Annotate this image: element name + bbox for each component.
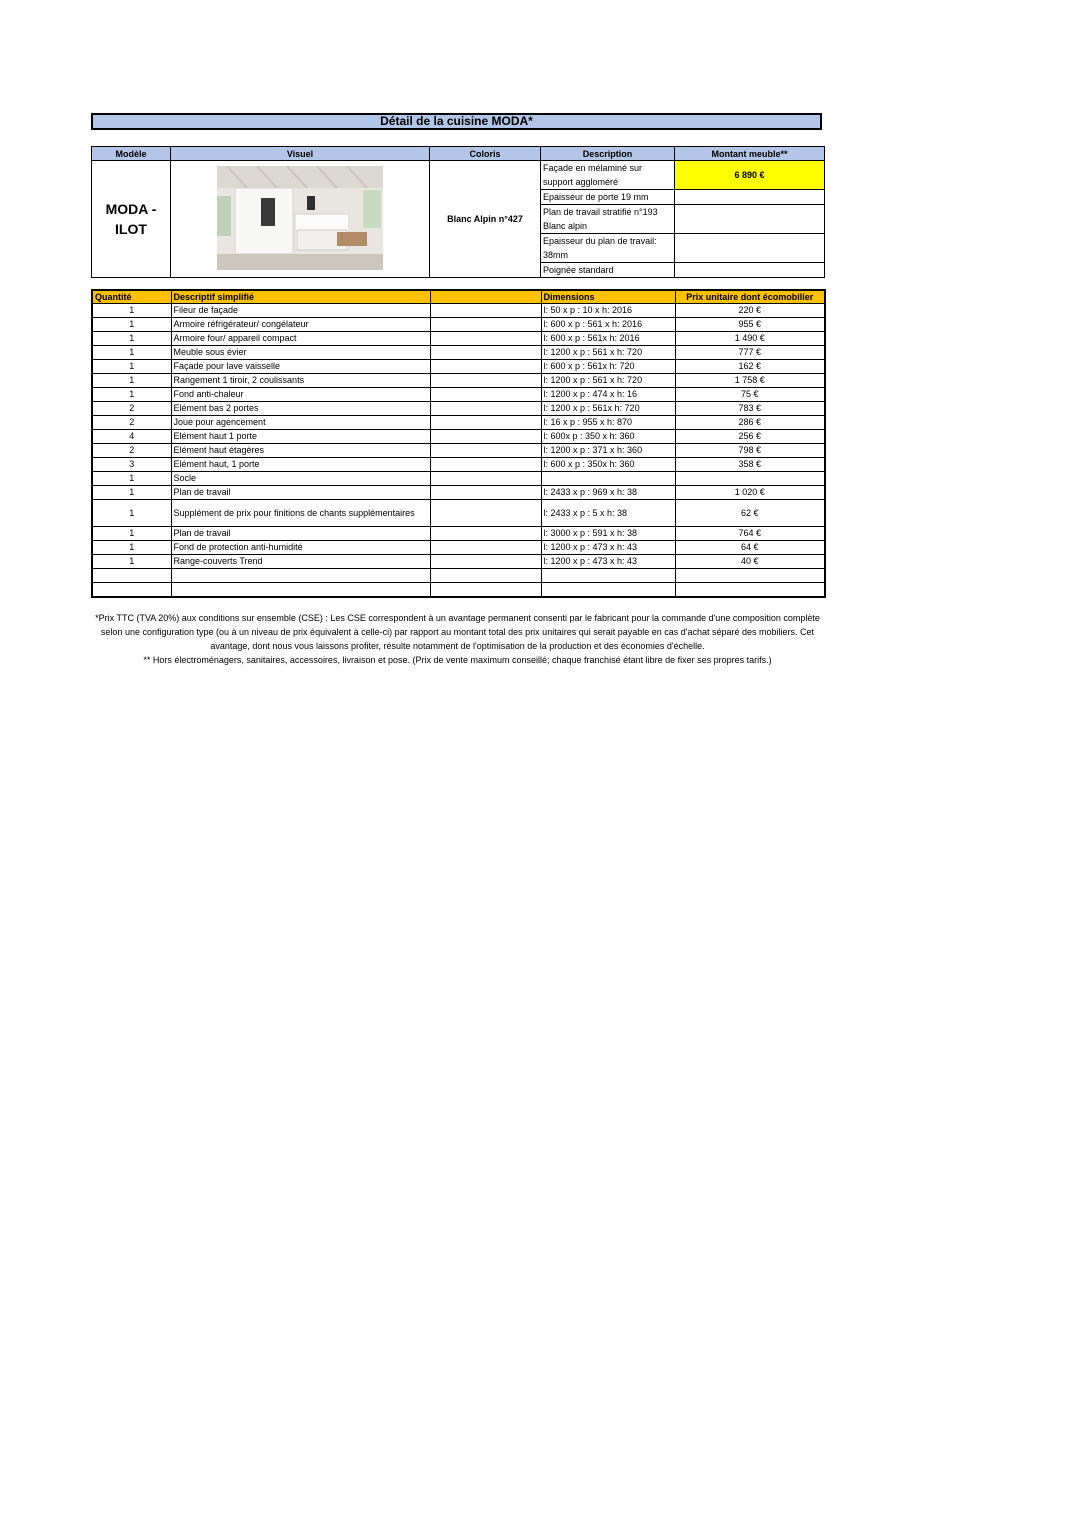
item-description: Range-couverts Trend [171, 555, 430, 569]
table-row [92, 472, 825, 486]
empty-cell [675, 205, 825, 234]
item-description: Armoire réfrigérateur/ congélateur [171, 318, 430, 332]
model-name: MODA - ILOT [92, 161, 171, 278]
col-description-header: Description [541, 147, 675, 161]
item-blank [430, 486, 541, 500]
item-blank [430, 346, 541, 360]
item-unit-price: 220 € [675, 304, 825, 318]
item-unit-price: 64 € [675, 541, 825, 555]
table-row [92, 346, 825, 360]
item-description: Plan de travail [171, 527, 430, 541]
item-quantity: 1 [92, 500, 171, 527]
kitchen-photo [217, 166, 383, 270]
table-row [92, 388, 825, 402]
item-unit-price: 256 € [675, 430, 825, 444]
item-dimensions: l: 16 x p : 955 x h: 870 [541, 416, 675, 430]
item-dimensions: l: 1200 x p : 473 x h: 43 [541, 541, 675, 555]
item-description: Meuble sous évier [171, 346, 430, 360]
item-description: Fond anti-chaleur [171, 388, 430, 402]
col-visual-header: Visuel [171, 147, 430, 161]
item-description: Elément haut étagères [171, 444, 430, 458]
item-description: Elément haut 1 porte [171, 430, 430, 444]
item-dimensions: l: 3000 x p : 591 x h: 38 [541, 527, 675, 541]
item-quantity: 2 [92, 416, 171, 430]
table-row [92, 486, 825, 500]
description-line: Façade en mélaminé sur support aggloméré [541, 161, 675, 190]
item-description: Socle [171, 472, 430, 486]
item-blank [430, 402, 541, 416]
footnote-exclusions: ** Hors électroménagers, sanitaires, accessoires, livraison et pose. (Prix de vente maximum conseillé; chaque franchisé étant libre de fixer ses propres tarifs.) [143, 655, 772, 665]
color-name: Blanc Alpin n°427 [430, 161, 541, 278]
item-unit-price: 955 € [675, 318, 825, 332]
table-row [92, 500, 825, 527]
item-blank [430, 583, 541, 598]
footnote-cse: *Prix TTC (TVA 20%) aux conditions sur ensemble (CSE) : Les CSE correspondent à un avantage permanent consenti par le fabricant pour la commande d'une composition complète selon une configuration type (ou à un niveau de prix équivalent à celle-ci) par rapport au montant total des prix unitaires qui serait payable en cas d'achat séparé des mobiliers. Cet avantage, dont nous vous laissons profiter, résulte notamment de l'optimisation de la production et des économies d'échelle. [95, 613, 820, 651]
item-description: Plan de travail [171, 486, 430, 500]
item-description: Elément haut, 1 porte [171, 458, 430, 472]
col-color-header: Coloris [430, 147, 541, 161]
item-blank [430, 430, 541, 444]
unit-price-header: Prix unitaire dont écomobilier [675, 290, 825, 304]
item-quantity: 1 [92, 332, 171, 346]
item-blank [430, 555, 541, 569]
description-line: Poignée standard [541, 263, 675, 278]
col-model-header: Modèle [92, 147, 171, 161]
table-row [92, 360, 825, 374]
item-quantity: 4 [92, 430, 171, 444]
item-quantity: 2 [92, 444, 171, 458]
item-blank [430, 458, 541, 472]
furniture-amount: 6 890 € [675, 161, 825, 190]
item-dimensions: l: 1200 x p : 474 x h: 16 [541, 388, 675, 402]
quantity-header: Quantité [92, 290, 171, 304]
item-unit-price: 1 490 € [675, 332, 825, 346]
table-row [92, 527, 825, 541]
item-dimensions: l: 1200 x p : 561x h: 720 [541, 402, 675, 416]
item-dimensions: l: 2433 x p : 5 x h: 38 [541, 500, 675, 527]
table-row [92, 430, 825, 444]
item-blank [430, 416, 541, 430]
item-description: Fond de protection anti-humidité [171, 541, 430, 555]
col-amount-header: Montant meuble** [675, 147, 825, 161]
item-unit-price: 40 € [675, 555, 825, 569]
description-line: Epaisseur du plan de travail: 38mm [541, 234, 675, 263]
item-blank [430, 500, 541, 527]
item-blank [430, 360, 541, 374]
item-blank [430, 374, 541, 388]
item-dimensions: l: 1200 x p : 561 x h: 720 [541, 346, 675, 360]
item-description: Elément bas 2 portes [171, 402, 430, 416]
item-dimensions: l: 600x p : 350 x h: 360 [541, 430, 675, 444]
item-blank [430, 569, 541, 583]
model-summary-table [91, 146, 825, 278]
item-unit-price: 62 € [675, 500, 825, 527]
item-quantity: 3 [92, 458, 171, 472]
item-unit-price: 764 € [675, 527, 825, 541]
item-unit-price [675, 472, 825, 486]
item-unit-price: 75 € [675, 388, 825, 402]
item-blank [430, 541, 541, 555]
item-blank [430, 444, 541, 458]
item-unit-price: 358 € [675, 458, 825, 472]
item-description: Façade pour lave vaisselle [171, 360, 430, 374]
item-quantity: 1 [92, 374, 171, 388]
item-blank [430, 332, 541, 346]
item-description [171, 583, 430, 598]
item-dimensions: l: 2433 x p : 969 x h: 38 [541, 486, 675, 500]
table-row [92, 332, 825, 346]
footnotes [91, 611, 824, 667]
table-row [92, 569, 825, 583]
item-quantity [92, 569, 171, 583]
item-dimensions: l: 600 x p : 561 x h: 2016 [541, 318, 675, 332]
item-description: Supplément de prix pour finitions de chants supplémentaires [171, 500, 430, 527]
item-dimensions: l: 1200 x p : 561 x h: 720 [541, 374, 675, 388]
item-description: Joue pour agencement [171, 416, 430, 430]
items-table [91, 289, 826, 598]
item-dimensions: l: 50 x p : 10 x h: 2016 [541, 304, 675, 318]
description-line: Plan de travail stratifié n°193 Blanc alpin [541, 205, 675, 234]
item-description: Rangement 1 tiroir, 2 coulissants [171, 374, 430, 388]
item-dimensions: l: 600 x p : 561x h: 2016 [541, 332, 675, 346]
table-row [92, 374, 825, 388]
item-dimensions [541, 569, 675, 583]
item-description: Fileur de façade [171, 304, 430, 318]
item-dimensions: l: 1200 x p : 371 x h: 360 [541, 444, 675, 458]
dimensions-header: Dimensions [541, 290, 675, 304]
table-row [92, 458, 825, 472]
empty-cell [675, 234, 825, 263]
item-blank [430, 527, 541, 541]
item-unit-price: 1 758 € [675, 374, 825, 388]
item-dimensions [541, 472, 675, 486]
table-row [92, 304, 825, 318]
item-quantity: 1 [92, 527, 171, 541]
item-quantity: 2 [92, 402, 171, 416]
table-row [92, 416, 825, 430]
empty-cell [675, 263, 825, 278]
item-quantity: 1 [92, 318, 171, 332]
description-line: Epaisseur de porte 19 mm [541, 190, 675, 205]
empty-cell [675, 190, 825, 205]
item-unit-price [675, 569, 825, 583]
item-dimensions [541, 583, 675, 598]
item-unit-price [675, 583, 825, 598]
item-description: Armoire four/ appareil compact [171, 332, 430, 346]
item-blank [430, 318, 541, 332]
item-blank [430, 388, 541, 402]
item-quantity: 1 [92, 486, 171, 500]
item-quantity: 1 [92, 304, 171, 318]
table-row [92, 318, 825, 332]
item-quantity: 1 [92, 541, 171, 555]
item-unit-price: 286 € [675, 416, 825, 430]
table-row [92, 583, 825, 598]
item-quantity: 1 [92, 555, 171, 569]
table-row [92, 541, 825, 555]
item-quantity: 1 [92, 346, 171, 360]
kitchen-visual [171, 161, 430, 278]
table-row [92, 402, 825, 416]
blank-header [430, 290, 541, 304]
item-blank [430, 472, 541, 486]
item-quantity: 1 [92, 388, 171, 402]
item-description [171, 569, 430, 583]
item-dimensions: l: 1200 x p : 473 x h: 43 [541, 555, 675, 569]
item-quantity [92, 583, 171, 598]
description-header: Descriptif simplifié [171, 290, 430, 304]
item-unit-price: 777 € [675, 346, 825, 360]
item-dimensions: l: 600 x p : 350x h: 360 [541, 458, 675, 472]
item-quantity: 1 [92, 472, 171, 486]
item-dimensions: l: 600 x p : 561x h: 720 [541, 360, 675, 374]
item-quantity: 1 [92, 360, 171, 374]
table-row [92, 444, 825, 458]
table-row [92, 555, 825, 569]
item-unit-price: 162 € [675, 360, 825, 374]
item-unit-price: 783 € [675, 402, 825, 416]
item-blank [430, 304, 541, 318]
item-unit-price: 1 020 € [675, 486, 825, 500]
page-title: Détail de la cuisine MODA* [91, 113, 822, 130]
item-unit-price: 798 € [675, 444, 825, 458]
